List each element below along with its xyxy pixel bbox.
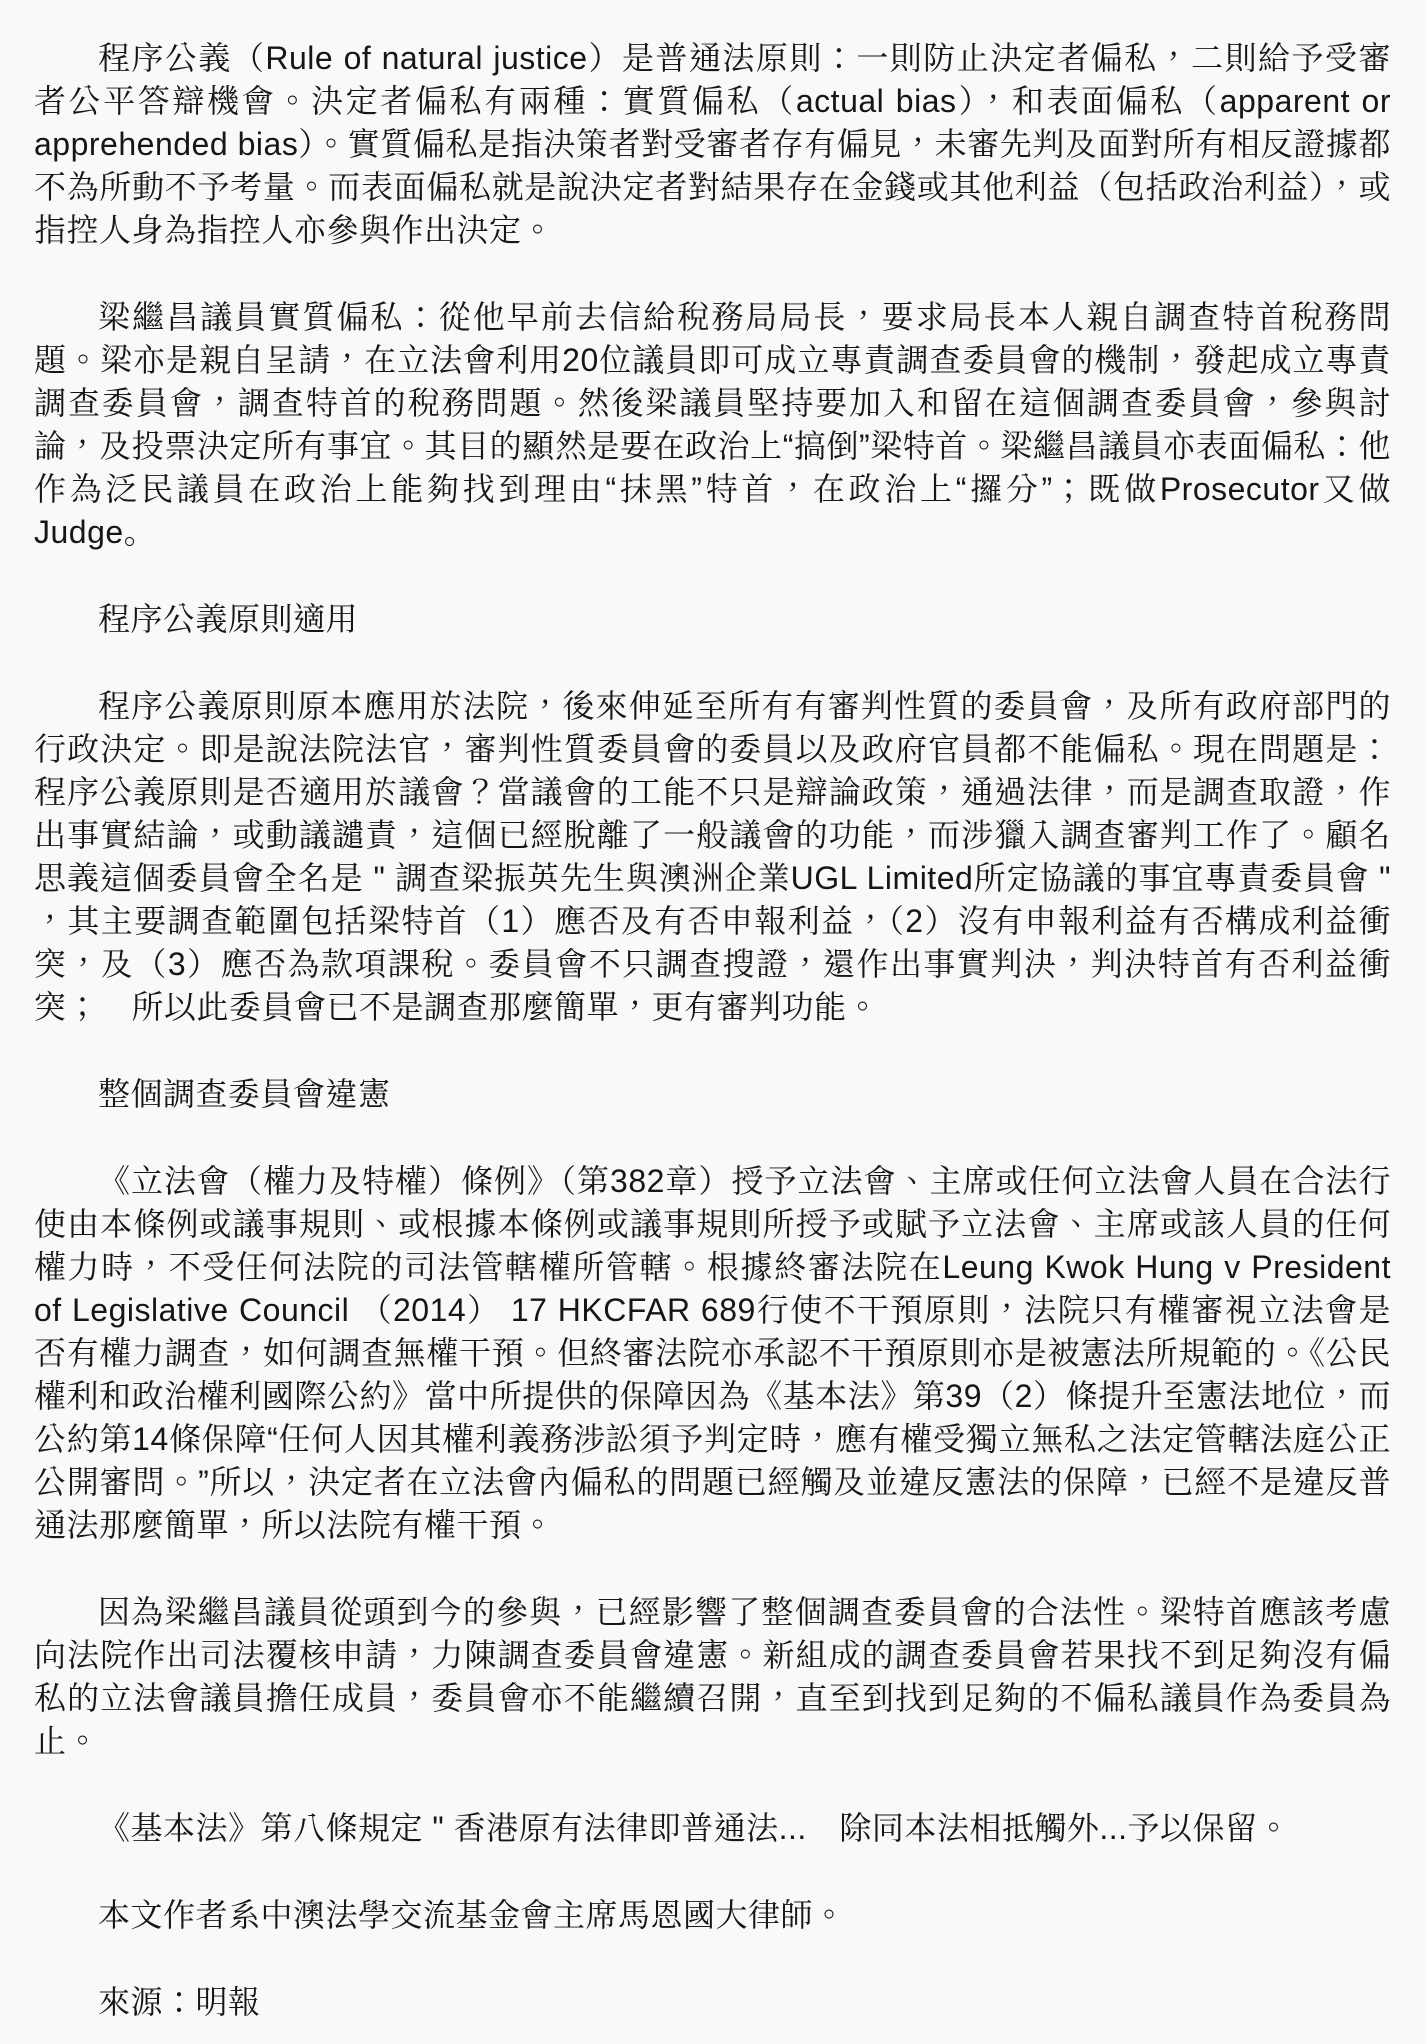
paragraph: 來源：明報: [98, 1984, 261, 2020]
paragraph: 《基本法》第八條規定 " 香港原有法律即普通法... 除同本法相抵觸外...予以保留。: [98, 1810, 1290, 1846]
paragraph: 程序公義（Rule of natural justice）是普通法原則：一則防止決定者偏私，二則給予受審者公平答辯機會。決定者偏私有兩種：實質偏私（actual bias），和表面偏私（apparent or apprehended bias）。實質偏私是指決策者對受審者存有偏見，未審先判及面對所有相反證據都不為所動不予考量。而表面偏私就是說決定者對結果存在金錢或其他利益（包括政治利益），或指控人身為指控人亦參與作出決定。: [34, 40, 1391, 248]
paragraph: 梁繼昌議員實質偏私：從他早前去信給稅務局局長，要求局長本人親自調查特首稅務問題。梁亦是親自呈請，在立法會利用20位議員即可成立專責調查委員會的機制，發起成立專責調查委員會，調查特首的稅務問題。然後梁議員堅持要加入和留在這個調查委員會，參與討論，及投票決定所有事宜。其目的顯然是要在政治上“搞倒”梁特首。梁繼昌議員亦表面偏私：他作為泛民議員在政治上能夠找到理由“抹黑”特首，在政治上“攞分”；既做Prosecutor又做Judge。: [34, 299, 1391, 550]
paragraph: 《立法會（權力及特權）條例》（第382章）授予立法會、主席或任何立法會人員在合法行使由本條例或議事規則、或根據本條例或議事規則所授予或賦予立法會、主席或該人員的任何權力時，不受任何法院的司法管轄權所管轄。根據終審法院在Leung Kwok Hung v President of Legislative Council （2014） 17 HKCFAR 689行使不干預原則，法院只有權審視立法會是否有權力調查，如何調查無權干預。但終審法院亦承認不干預原則亦是被憲法所規範的。《公民權利和政治權利國際公約》當中所提供的保障因為《基本法》第39（2）條提升至憲法地位，而公約第14條保障“任何人因其權利義務涉訟須予判定時，應有權受獨立無私之法定管轄法庭公正公開審問。”所以，決定者在立法會內偏私的問題已經觸及並違反憲法的保障，已經不是違反普通法那麼簡單，所以法院有權干預。: [34, 1163, 1391, 1543]
paragraph: 因為梁繼昌議員從頭到今的參與，已經影響了整個調查委員會的合法性。梁特首應該考慮向法院作出司法覆核申請，力陳調查委員會違憲。新組成的調查委員會若果找不到足夠沒有偏私的立法會議員擔任成員，委員會亦不能繼續召開，直至到找到足夠的不偏私議員作為委員為止。: [34, 1594, 1391, 1759]
section-heading: 整個調查委員會違憲: [98, 1076, 391, 1112]
article-body: [34, 37, 1391, 2024]
paragraph: 本文作者系中澳法學交流基金會主席馬恩國大律師。: [98, 1897, 846, 1933]
section-heading: 程序公義原則適用: [98, 601, 359, 637]
paragraph: 程序公義原則原本應用於法院，後來伸延至所有有審判性質的委員會，及所有政府部門的行政決定。即是說法院法官，審判性質委員會的委員以及政府官員都不能偏私。現在問題是：程序公義原則是否適用於議會？當議會的工能不只是辯論政策，通過法律，而是調查取證，作出事實結論，或動議譴責，這個已經脫離了一般議會的功能，而涉獵入調查審判工作了。顧名思義這個委員會全名是 " 調查梁振英先生與澳洲企業UGL Limited所定協議的事宜專責委員會 " ，其主要調查範圍包括梁特首（1）應否及有否申報利益，（2）沒有申報利益有否構成利益衝突，及（3）應否為款項課稅。委員會不只調查搜證，還作出事實判決，判決特首有否利益衝突； 所以此委員會已不是調查那麼簡單，更有審判功能。: [34, 688, 1391, 1025]
